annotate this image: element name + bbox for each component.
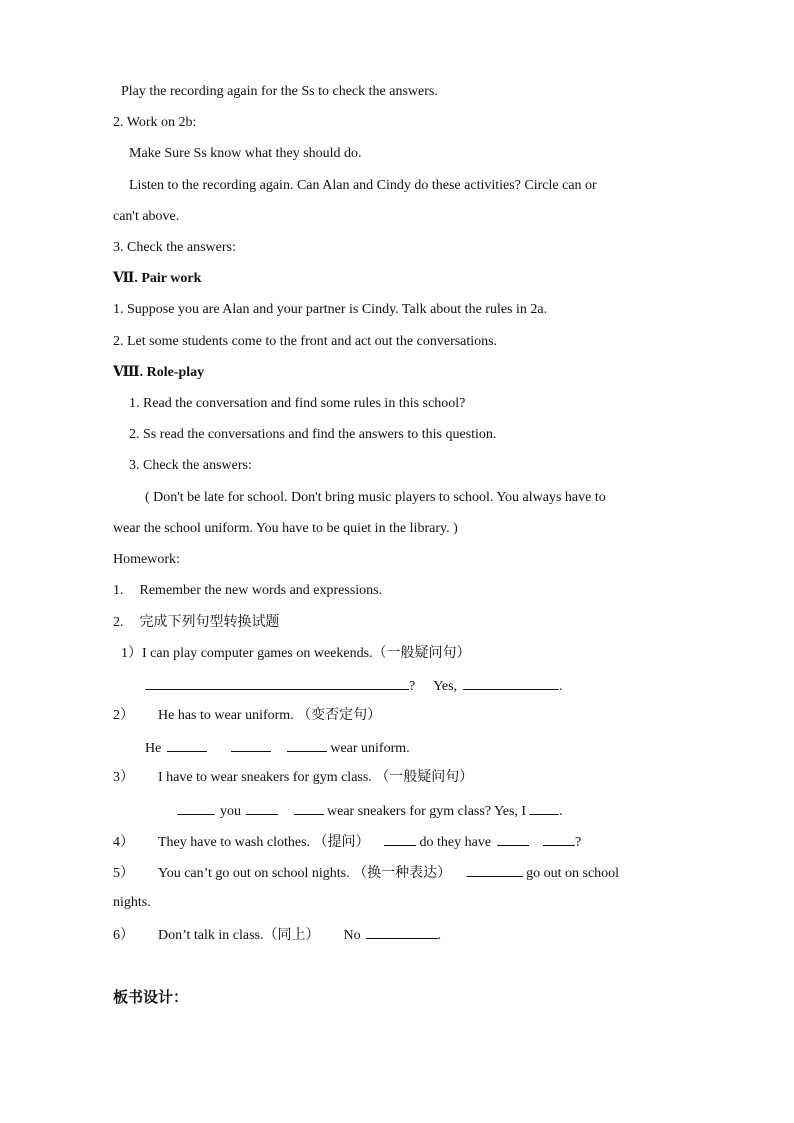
answer-blank[interactable] [145, 676, 409, 690]
he-label: He [145, 741, 162, 756]
homework-item-1-number: 1. [113, 583, 124, 598]
answer-blank[interactable] [231, 738, 271, 752]
exercise-2-answer [145, 738, 410, 758]
listen-line-cont: can't above. [113, 209, 180, 224]
you-label: you [220, 804, 241, 819]
exercise-4-number: 4） [113, 835, 134, 850]
step-2-heading: 2. Work on 2b: [113, 115, 197, 130]
homework-item-1 [113, 582, 382, 600]
exercise-6-number: 6） [113, 928, 134, 943]
listen-line: Listen to the recording again. Can Alan and Cindy do these activities? Circle can or [129, 178, 597, 193]
role-play-item-3: 3. Check the answers: [129, 458, 252, 473]
wear-uniform-text: wear uniform. [330, 741, 410, 756]
exercise-3-number: 3） [113, 770, 134, 785]
answer-blank[interactable] [467, 863, 523, 877]
homework-item-1-text: Remember the new words and expressions. [139, 583, 383, 598]
rules-answer-cont: wear the school uniform. You have to be quiet in the library. ) [113, 521, 458, 536]
period: . [559, 679, 563, 694]
pair-work-item-1: 1. Suppose you are Alan and your partner is Cindy. Talk about the rules in 2a. [113, 302, 548, 317]
exercise-2 [113, 707, 381, 725]
answer-blank[interactable] [287, 738, 327, 752]
exercise-4-mid: do they have [419, 835, 492, 850]
answer-blank[interactable] [529, 801, 559, 815]
period: . [559, 804, 563, 819]
step-3-heading: 3. Check the answers: [113, 240, 236, 255]
exercise-1-text: I can play computer games on weekends.（一般疑问句） [142, 646, 471, 661]
exercise-2-text: He has to wear uniform. （变否定句） [158, 708, 382, 723]
exercise-5-number: 5） [113, 866, 134, 881]
exercise-6 [113, 925, 441, 945]
make-sure-line: Make Sure Ss know what they should do. [129, 146, 362, 161]
answer-blank[interactable] [246, 801, 278, 815]
answer-blank[interactable] [366, 925, 438, 939]
answer-blank[interactable] [294, 801, 324, 815]
homework-item-2 [113, 613, 280, 632]
answer-blank[interactable] [463, 676, 559, 690]
homework-heading: Homework: [113, 552, 180, 567]
role-play-heading: Ⅷ. Role-play [113, 365, 205, 380]
exercise-4-text: They have to wash clothes. （提问） [158, 835, 370, 850]
pair-work-item-2: 2. Let some students come to the front and act out the conversations. [113, 334, 498, 349]
answer-blank[interactable] [384, 832, 416, 846]
role-play-item-2: 2. Ss read the conversations and find the answers to this question. [129, 427, 497, 442]
period: . [437, 928, 442, 943]
exercise-3-answer [177, 801, 563, 821]
yes-label: Yes, [433, 679, 458, 694]
exercise-5-cont: nights. [113, 895, 151, 910]
exercise-1-answer [145, 676, 563, 696]
answer-blank[interactable] [177, 801, 215, 815]
question-mark: ? [575, 835, 582, 850]
homework-item-2-number: 2. [113, 615, 124, 630]
homework-item-2-text: 完成下列句型转换试题 [139, 614, 280, 630]
exercise-3-text: I have to wear sneakers for gym class. （一般疑问句） [158, 770, 474, 785]
exercise-6-text: Don’t talk in class.（同上） [158, 928, 320, 943]
board-design-heading: 板书设计： [113, 988, 189, 1006]
exercise-3-tail: wear sneakers for gym class? Yes, I [327, 804, 527, 819]
exercise-1-number: 1） [121, 646, 142, 661]
no-label: No [343, 928, 361, 943]
exercise-4 [113, 832, 581, 852]
answer-blank[interactable] [543, 832, 575, 846]
role-play-item-1: 1. Read the conversation and find some rules in this school? [129, 396, 466, 411]
exercise-5-text: You can’t go out on school nights. （换一种表达） [158, 866, 452, 881]
exercise-1 [121, 645, 471, 663]
exercise-2-number: 2） [113, 708, 134, 723]
recording-check-line: Play the recording again for the Ss to check the answers. [121, 84, 438, 99]
exercise-5 [113, 863, 619, 883]
exercise-5-tail: go out on school [526, 866, 620, 881]
answer-blank[interactable] [497, 832, 529, 846]
pair-work-heading: Ⅶ. Pair work [113, 271, 202, 286]
answer-blank[interactable] [167, 738, 207, 752]
question-mark: ? [409, 679, 416, 694]
exercise-3 [113, 769, 473, 787]
rules-answer-line: ( Don't be late for school. Don't bring music players to school. You always have to [145, 490, 606, 505]
